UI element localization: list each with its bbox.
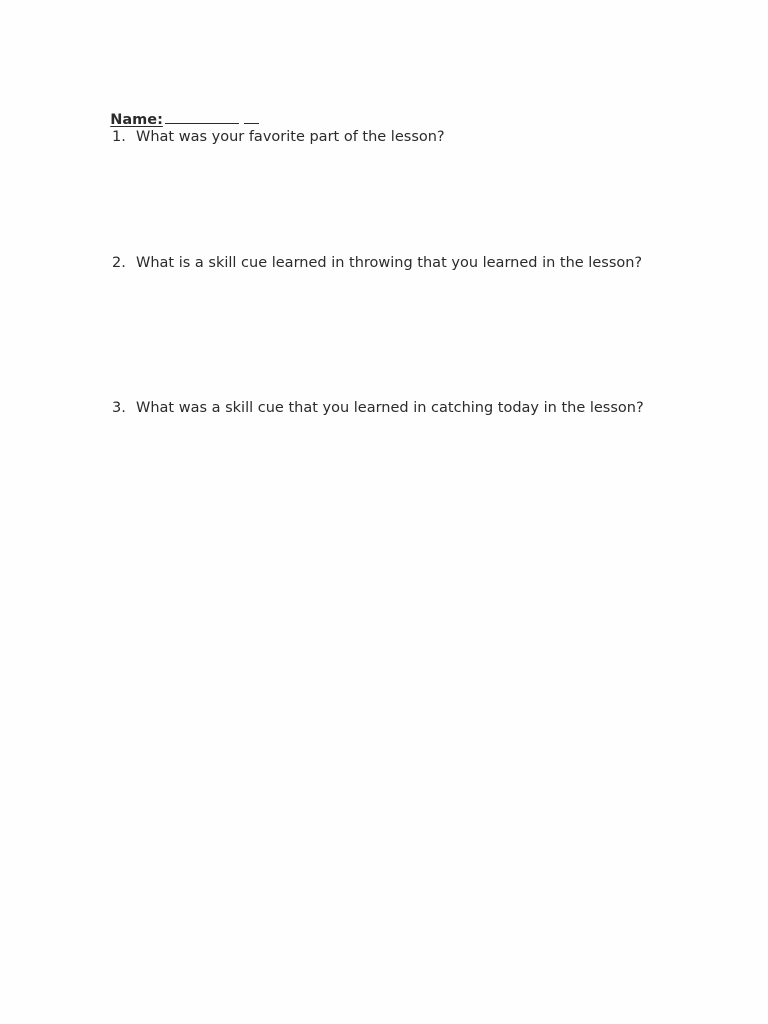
name-blank-short — [244, 109, 259, 124]
question-text: What was a skill cue that you learned in catching today in the lesson? — [136, 400, 644, 416]
question-text: What was your favorite part of the lesson? — [136, 129, 445, 145]
question-number: 3. — [112, 400, 126, 416]
question-number: 1. — [112, 129, 126, 145]
question-text: What is a skill cue learned in throwing that you learned in the lesson? — [136, 255, 643, 271]
name-label: Name: — [110, 112, 163, 128]
question-3 — [112, 400, 644, 416]
question-2 — [112, 255, 642, 271]
name-blank-long — [165, 109, 239, 124]
question-number: 2. — [112, 255, 126, 271]
question-1 — [112, 129, 445, 145]
